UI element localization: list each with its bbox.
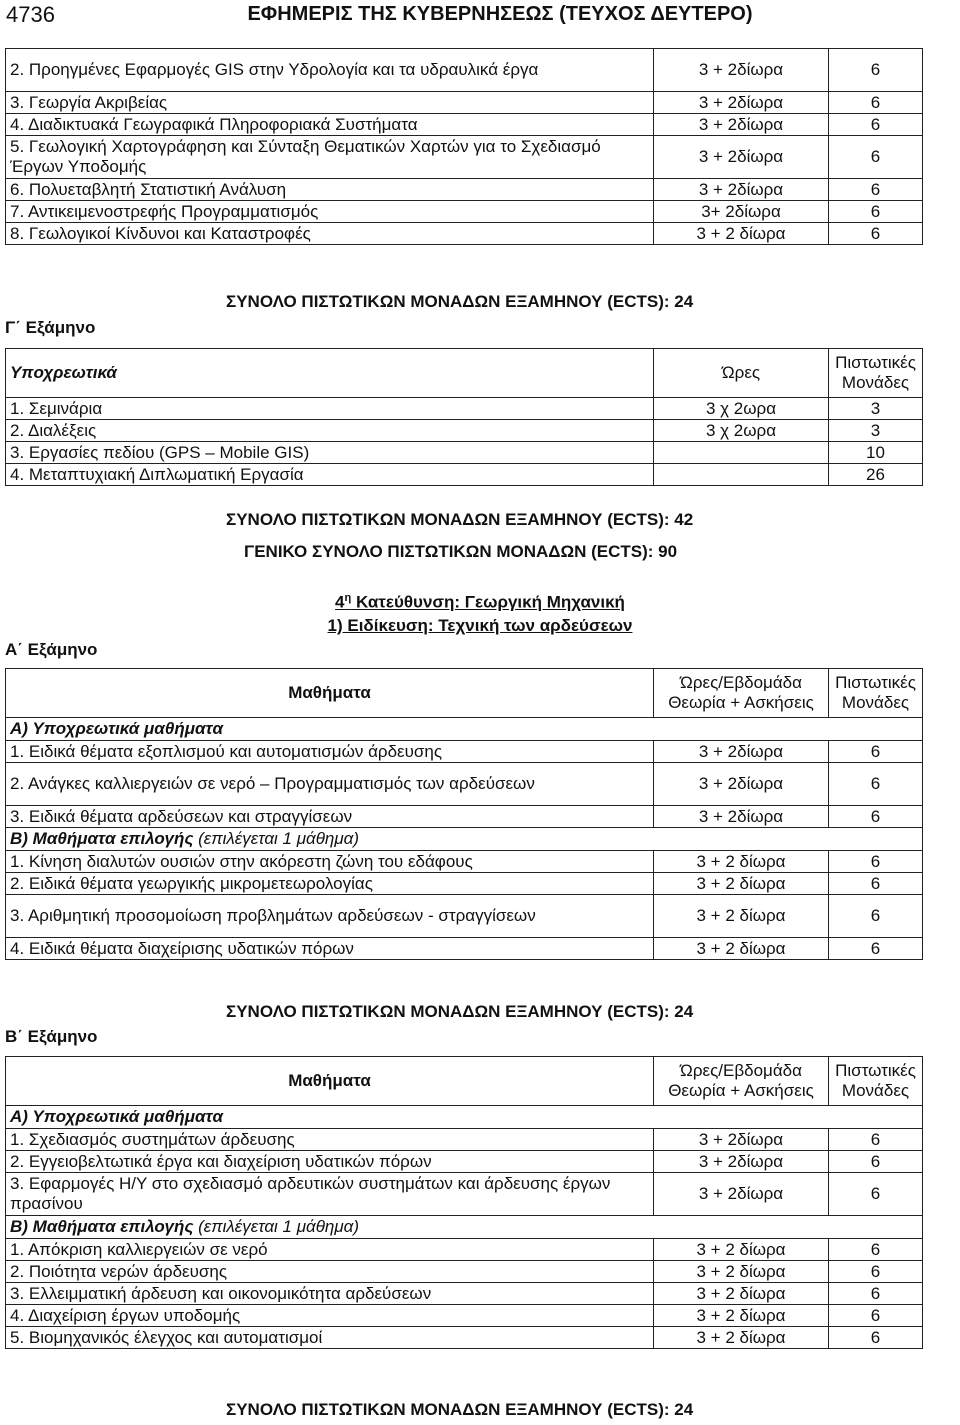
semester-total-1: ΣΥΝΟΛΟ ΠΙΣΤΩΤΙΚΩΝ ΜΟΝΑΔΩΝ ΕΞΑΜΗΝΟΥ (ECTS): 24: [226, 292, 694, 311]
table-row: 1. Απόκριση καλλιεργειών σε νερό 3 + 2 δίωρα 6: [6, 1239, 923, 1261]
gazette-title: ΕΦΗΜΕΡΙΣ ΤΗΣ ΚΥΒΕΡΝΗΣΕΩΣ (ΤΕΥΧΟΣ ΔΕΥΤΕΡΟ): [247, 3, 753, 25]
semester-total-4: ΣΥΝΟΛΟ ΠΙΣΤΩΤΙΚΩΝ ΜΟΝΑΔΩΝ ΕΞΑΜΗΝΟΥ (ECTS): 24: [226, 1400, 694, 1419]
table-row: 4. Διαχείριση έργων υποδομής 3 + 2 δίωρα 6: [6, 1305, 923, 1327]
direction-title: $4^\eta$ Κατεύθυνση: Γεωργική Μηχανική: [335, 592, 625, 612]
table-row: 1. Σχεδιασμός συστημάτων άρδευσης 3 + 2δίωρα 6: [6, 1129, 923, 1151]
table-row: 4. Μεταπτυχιακή Διπλωματική Εργασία 26: [6, 464, 923, 486]
table-row: 4. Διαδικτυακά Γεωγραφικά Πληροφοριακά Συστήματα 3 + 2δίωρα 6: [6, 114, 923, 136]
page-header: [0, 0, 960, 36]
table-row: 1. Ειδικά θέματα εξοπλισμού και αυτοματισμών άρδευσης 3 + 2δίωρα 6: [6, 741, 923, 763]
semester-a-label: Α΄ Εξάμηνο: [5, 640, 98, 659]
table-header-row: Μαθήματα Ώρες/Εβδομάδα Θεωρία + Ασκήσεις Πιστωτικές Μονάδες: [6, 669, 923, 718]
table-header-row: Υποχρεωτικά Ώρες Πιστωτικές Μονάδες: [6, 349, 923, 398]
section-row: Β) Μαθήματα επιλογής (επιλέγεται 1 μάθημα): [6, 1216, 923, 1239]
table-row: 4. Ειδικά θέματα διαχείρισης υδατικών πόρων 3 + 2 δίωρα 6: [6, 938, 923, 960]
section-row: Α) Υποχρεωτικά μαθήματα: [6, 1106, 923, 1129]
table-row: 1. Κίνηση διαλυτών ουσιών στην ακόρεστη ζώνη του εδάφους 3 + 2 δίωρα 6: [6, 851, 923, 873]
table-row: 1. Σεμινάρια 3 χ 2ωρα 3: [6, 398, 923, 420]
table-row: 3. Εργασίες πεδίου (GPS – Mobile GIS) 10: [6, 442, 923, 464]
table-row: 6. Πολυεταβλητή Στατιστική Ανάλυση 3 + 2δίωρα 6: [6, 179, 923, 201]
table-row: 2. Προηγμένες Εφαρμογές GIS στην Υδρολογία και τα υδραυλικά έργα 3 + 2δίωρα 6: [6, 49, 923, 92]
table-row: 5. Γεωλογική Χαρτογράφηση και Σύνταξη Θεματικών Χαρτών για το Σχεδιασμό Έργων Υποδομής 3 + 2δίωρα 6: [6, 136, 923, 179]
table-row: 2. Εγγειοβελτωτικά έργα και διαχείριση υδατικών πόρων 3 + 2δίωρα 6: [6, 1151, 923, 1173]
table-row: 3. Ειδικά θέματα αρδεύσεων και στραγγίσεων 3 + 2δίωρα 6: [6, 806, 923, 828]
table-row: 8. Γεωλογικοί Κίνδυνοι και Καταστροφές 3 + 2 δίωρα 6: [6, 223, 923, 245]
semester-total-3: ΣΥΝΟΛΟ ΠΙΣΤΩΤΙΚΩΝ ΜΟΝΑΔΩΝ ΕΞΑΜΗΝΟΥ (ECTS): 24: [226, 1002, 694, 1021]
table-row: 3. Εφαρμογές Η/Υ στο σχεδιασμό αρδευτικών συστημάτων και άρδευσης έργων πρασίνου 3 + 2δίωρα 6: [6, 1173, 923, 1216]
semester-b-label: Β΄ Εξάμηνο: [5, 1027, 98, 1046]
table-row: 3. Γεωργία Ακριβείας 3 + 2δίωρα 6: [6, 92, 923, 114]
section-row: Α) Υποχρεωτικά μαθήματα: [6, 718, 923, 741]
table-row: 2. Διαλέξεις 3 χ 2ωρα 3: [6, 420, 923, 442]
semester-total-2: ΣΥΝΟΛΟ ΠΙΣΤΩΤΙΚΩΝ ΜΟΝΑΔΩΝ ΕΞΑΜΗΝΟΥ (ECTS): 42: [226, 510, 694, 529]
table-row: 2. Ειδικά θέματα γεωργικής μικρομετεωρολογίας 3 + 2 δίωρα 6: [6, 873, 923, 895]
table-row: 2. Ανάγκες καλλιεργειών σε νερό – Προγραμματισμός των αρδεύσεων 3 + 2δίωρα 6: [6, 763, 923, 806]
courses-table-3: [5, 668, 923, 960]
table-row: 5. Βιομηχανικός έλεγχος και αυτοματισμοί 3 + 2 δίωρα 6: [6, 1327, 923, 1349]
table-row: 3. Αριθμητική προσομοίωση προβλημάτων αρδεύσεων - στραγγίσεων 3 + 2 δίωρα 6: [6, 895, 923, 938]
courses-table-4: [5, 1056, 923, 1349]
semester-c-label: Γ΄ Εξάμηνο: [5, 318, 96, 337]
grand-total: ΓΕΝΙΚΟ ΣΥΝΟΛΟ ΠΙΣΤΩΤΙΚΩΝ ΜΟΝΑΔΩΝ (ECTS): 90: [244, 542, 678, 561]
courses-table-2: [5, 348, 923, 486]
page-number: 4736: [6, 2, 55, 27]
specialization-title: 1) Ειδίκευση: Τεχνική των αρδεύσεων: [327, 616, 633, 635]
table-row: 2. Ποιότητα νερών άρδευσης 3 + 2 δίωρα 6: [6, 1261, 923, 1283]
courses-table-1: [5, 48, 923, 245]
section-row: Β) Μαθήματα επιλογής (επιλέγεται 1 μάθημα): [6, 828, 923, 851]
table-header-row: Μαθήματα Ώρες/Εβδομάδα Θεωρία + Ασκήσεις Πιστωτικές Μονάδες: [6, 1057, 923, 1106]
table-row: 3. Ελλειμματική άρδευση και οικονομικότητα αρδεύσεων 3 + 2 δίωρα 6: [6, 1283, 923, 1305]
table-row: 7. Αντικειμενοστρεφής Προγραμματισμός 3+ 2δίωρα 6: [6, 201, 923, 223]
